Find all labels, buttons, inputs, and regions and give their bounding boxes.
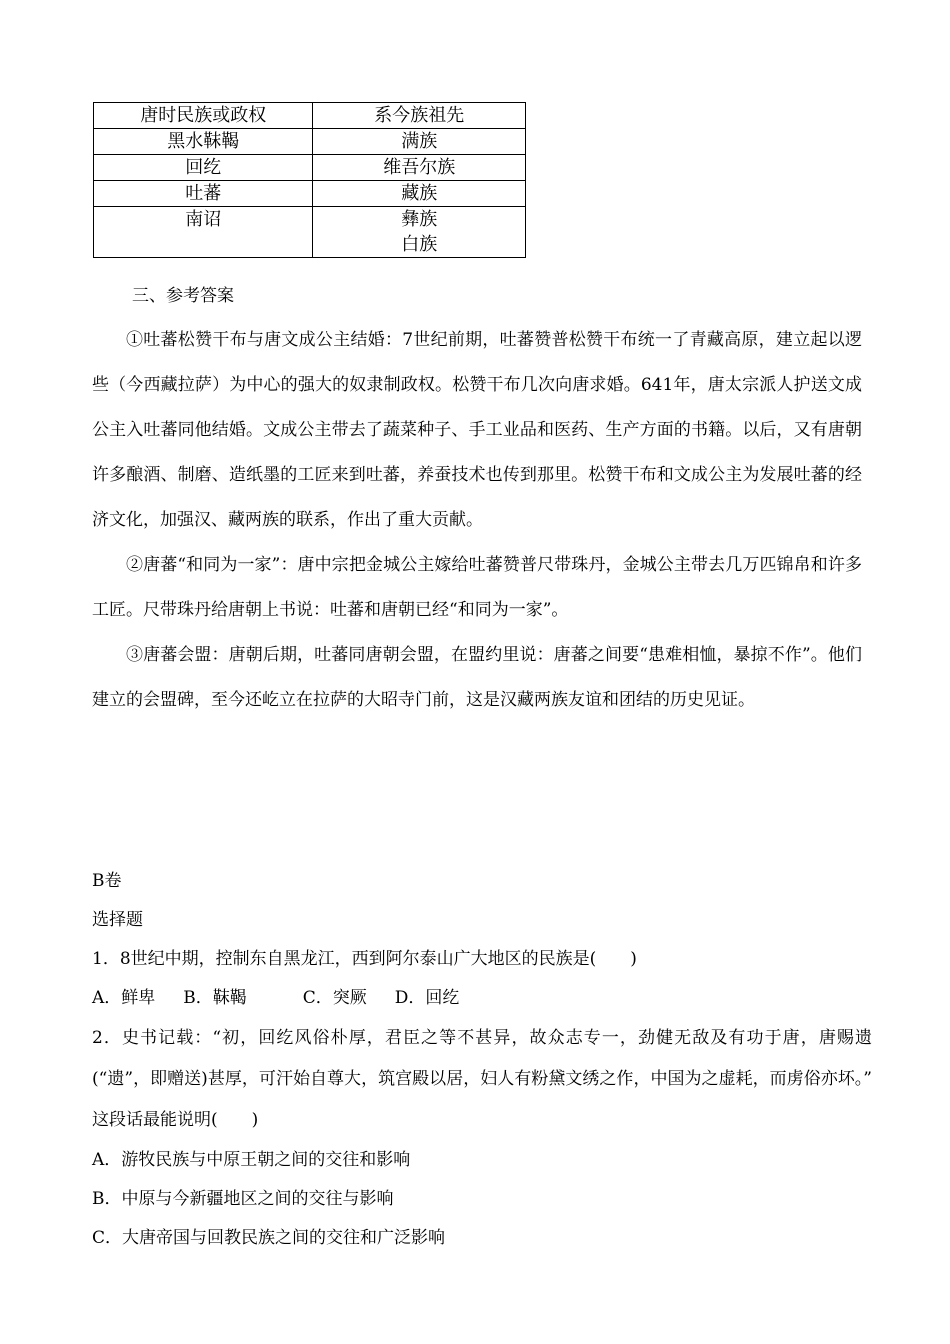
answer-paragraphs (92, 318, 862, 723)
table-header-cell: 系今族祖先 (313, 103, 526, 129)
answer-paragraph: ②唐蕃“和同为一家”：唐中宗把金城公主嫁给吐蕃赞普尺带珠丹，金城公主带去几万匹锦帛和许多工匠。尺带珠丹给唐朝上书说：吐蕃和唐朝已经“和同为一家”。 (92, 555, 862, 620)
option-a: A．鲜卑 (92, 988, 156, 1008)
table-row (94, 181, 526, 207)
question-2-option-c: C．大唐帝国与回教民族之间的交往和广泛影响 (92, 1228, 446, 1248)
section-title: 三、参考答案 (132, 286, 234, 306)
option-d: D．回纥 (394, 988, 460, 1008)
table-cell-ancestor: 藏族 (313, 181, 526, 207)
option-b: B．靺鞨 (183, 988, 247, 1008)
table-cell-ancestor: 维吾尔族 (313, 155, 526, 181)
table-row (94, 207, 526, 258)
ancestor-line: 白族 (401, 234, 438, 255)
table-cell-group: 黑水靺鞨 (94, 129, 313, 155)
part-b (92, 862, 872, 1258)
table-cell-group: 吐蕃 (94, 181, 313, 207)
question-1-options (92, 979, 872, 1018)
part-b-title: B卷 (92, 871, 122, 891)
table-row (94, 155, 526, 181)
table-header-cell: 唐时民族或政权 (94, 103, 313, 129)
question-2-option-a: A．游牧民族与中原王朝之间的交往和影响 (92, 1150, 411, 1170)
table-cell-group: 回纥 (94, 155, 313, 181)
question-2-option-b: B．中原与今新疆地区之间的交往与影响 (92, 1189, 394, 1209)
table-header-row (94, 103, 526, 129)
question-2-stem: 2．史书记载：“初，回纥风俗朴厚，君臣之等不甚异，故众志专一，劲健无敌及有功于唐，唐赐遗(“遗”，即赠送)甚厚，可汗始自尊大，筑宫殿以居，妇人有粉黛文绣之作，中国为之虚耗，而虏俗亦坏。” 这段话最能说明( ) (92, 1028, 872, 1130)
question-1-stem: 1．8世纪中期，控制东自黑龙江，西到阿尔泰山广大地区的民族是( ) (92, 949, 637, 969)
table-cell-group: 南诏 (94, 207, 313, 258)
ancestor-line: 彝族 (401, 209, 438, 230)
table-row (94, 129, 526, 155)
part-b-subtitle: 选择题 (92, 910, 143, 930)
answer-paragraph: ③唐蕃会盟：唐朝后期，吐蕃同唐朝会盟，在盟约里说：唐蕃之间要“患难相恤，暴掠不作”。他们建立的会盟碑，至今还屹立在拉萨的大昭寺门前，这是汉藏两族友谊和团结的历史见证。 (92, 645, 862, 710)
option-c: C．突厥 (302, 988, 367, 1008)
answer-paragraph: ①吐蕃松赞干布与唐文成公主结婚：7世纪前期，吐蕃赞普松赞干布统一了青藏高原，建立起以逻些（今西藏拉萨）为中心的强大的奴隶制政权。松赞干布几次向唐求婚。641年，唐太宗派人护送文成公主入吐蕃同他结婚。文成公主带去了蔬菜种子、手工业品和医药、生产方面的书籍。以后，又有唐朝许多酿酒、制磨、造纸墨的工匠来到吐蕃，养蚕技术也传到那里。松赞干布和文成公主为发展吐蕃的经济文化，加强汉、藏两族的联系，作出了重大贡献。 (92, 330, 862, 530)
table-cell-ancestor (313, 207, 526, 258)
ethnic-ancestry-table (93, 102, 526, 258)
table-cell-ancestor: 满族 (313, 129, 526, 155)
